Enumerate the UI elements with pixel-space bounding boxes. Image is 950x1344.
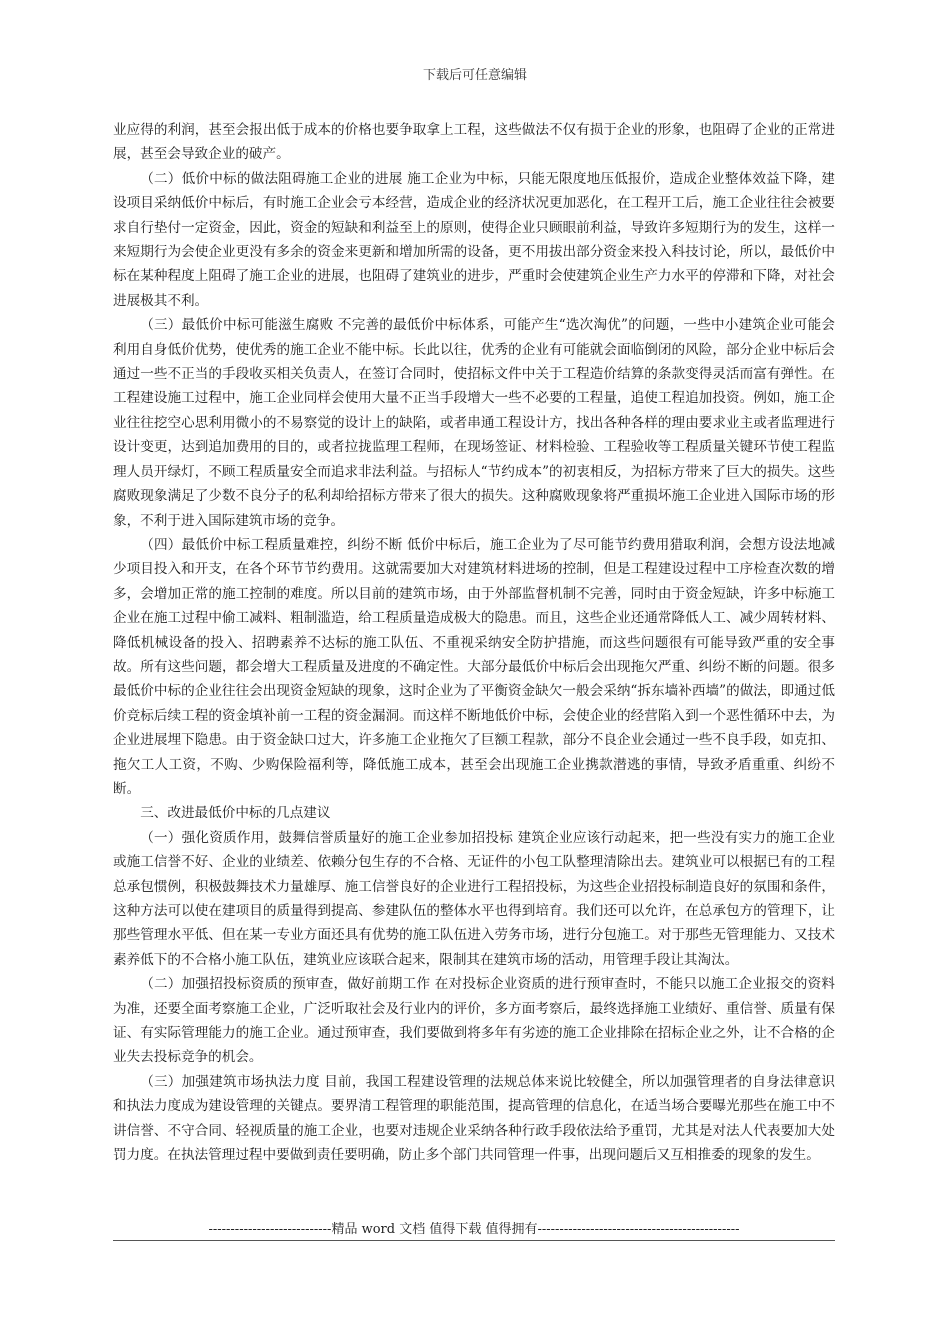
paragraph-continuation: 业应得的利润，甚至会报出低于成本的价格也要争取拿上工程，这些做法不仅有损于企业的形象，也阻碍了企业的正常进展，甚至会导致企业的破产。 (113, 122, 835, 163)
section-heading-3: 三、改进最低价中标的几点建议 (140, 805, 331, 822)
page-header: 下载后可任意编辑 (422, 68, 527, 83)
paragraph-section-3-1: （一）强化资质作用，鼓舞信誉质量好的施工企业参加招投标 建筑企业应该行动起来，把一些没有实力的施工企业或施工信誉不好、企业的业绩差、依赖分包生存的不合格、无证件的小包工队整理清除出去。建筑业可以根据已有的工程总承包惯例，积极鼓舞技术力量雄厚、施工信誉良好的企业进行工程招投标，为这些企业招投标制造良好的氛围和条件，这种方法可以使在建项目的质量得到提高、参建队伍的整体水平也得到培育。我们还可以允许，在总承包方的管理下，让那些管理水平低、但在某一专业方面还具有优势的施工队伍进入劳务市场，进行分包施工。对于那些无管理能力、又技术素养低下的不合格小施工队伍，建筑业应该联合起来，限制其在建筑市场的活动，用管理手段让其淘汰。 (113, 829, 835, 968)
paragraph-section-2-4: （四）最低价中标工程质量难控，纠纷不断 低价中标后，施工企业为了尽可能节约费用猎取利润，会想方设法地减少项目投入和开支，在各个环节节约费用。这就需要加大对建筑材料进场的控制，但是工程建设过程中工序检查次数的增多，会增加正常的施工控制的难度。所以目前的建筑市场，由于外部监督机制不完善，同时由于资金短缺，许多中标施工企业在施工过程中偷工减料、粗制滥造，给工程质量造成极大的隐患。而且，这些企业还通常降低人工、减少周转材料、降低机械设备的投入、招聘素养不达标的施工队伍、不重视采纳安全防护措施，而这些问题很有可能导致严重的安全事故。所有这些问题，都会增大工程质量及进度的不确定性。大部分最低价中标后会出现拖欠严重、纠纷不断的问题。很多最低价中标的企业往往会出现资金短缺的现象，这时企业为了平衡资金缺欠一般会采纳“拆东墙补西墙”的做法，即通过低价竞标后续工程的资金填补前一工程的资金漏洞。而这样不断地低价中标，会使企业的经营陷入到一个恶性循环中去，为企业进展埋下隐患。由于资金缺口过大，许多施工企业拖欠了巨额工程款，部分不良企业会通过一些不良手段，如克扣、拖欠工人工资，不购、少购保险福利等，降低施工成本，甚至会出现施工企业携款潜逃的事情，导致矛盾重重、纠纷不断。 (113, 536, 835, 797)
paragraph-section-3-2: （二）加强招投标资质的预审查，做好前期工作 在对投标企业资质的进行预审查时，不能只以施工企业报交的资料为准，还要全面考察施工企业，广泛听取社会及行业内的评价，多方面考察后，最终选择施工业绩好、重信誉、质量有保证、有实际管理能力的施工企业。通过预审查，我们要做到将多年有劣迹的施工企业排除在招标企业之外，让不合格的企业失去投标竞争的机会。 (113, 976, 835, 1066)
footer-divider (113, 1240, 835, 1241)
paragraph-section-3-3: （三）加强建筑市场执法力度 目前，我国工程建设管理的法规总体来说比较健全，所以加强管理者的自身法律意识和执法力度成为建设管理的关键点。要界清工程管理的职能范围，提高管理的信息化，在适当场合要曝光那些在施工中不讲信誉、不守合同、轻视质量的施工企业，也要对违规企业采纳各种行政手段依法给予重罚，尤其是对法人代表要加大处罚力度。在执法管理过程中要做到责任要明确，防止多个部门共同管理一件事，出现问题后又互相推委的现象的发生。 (113, 1073, 835, 1164)
page-footer: ----------------------------精品 word 文档 值得下载 值得拥有---------------------------------------------- (208, 1222, 740, 1237)
document-body (113, 118, 835, 1167)
paragraph-section-2-3: （三）最低价中标可能滋生腐败 不完善的最低价中标体系，可能产生“选次淘优”的问题，一些中小建筑企业可能会利用自身低价优势，使优秀的施工企业不能中标。长此以往，优秀的企业有可能就会面临倒闭的风险，部分企业中标后会通过一些不正当的手段收买相关负责人，在签订合同时，使招标文件中关于工程造价结算的条款变得灵活而富有弹性。在工程建设施工过程中，施工企业同样会使用大量不正当手段增大一些不必要的工程量，追使工程追加投资。例如，施工企业往往挖空心思利用微小的不易察觉的设计上的缺陷，或者串通工程设计方，找出各种各样的理由要求业主或者监理进行设计变更，达到追加费用的目的，或者拉拢监理工程师，在现场签证、材料检验、工程验收等工程质量关键环节使工程监理人员开绿灯，不顾工程质量安全而追求非法利益。与招标人“节约成本”的初衷相反，为招标方带来了巨大的损失。这些腐败现象满足了少数不良分子的私利却给招标方带来了很大的损失。这种腐败现象将严重损坏施工企业进入国际市场的形象，不利于进入国际建筑市场的竞争。 (113, 317, 835, 529)
paragraph-section-2-2: （二）低价中标的做法阻碍施工企业的进展 施工企业为中标，只能无限度地压低报价，造成企业整体效益下降，建设项目采纳低价中标后，有时施工企业会亏本经营，造成企业的经济状况更加恶化，在工程开工后，施工企业往往会被要求自行垫付一定资金，因此，资金的短缺和利益至上的原则，使得企业只顾眼前利益，导致许多短期行为的发生，这样一来短期行为会使企业更没有多余的资金来更新和增加所需的设备，更不用拔出部分资金来投入科技讨论，所以，最低价中标在某种程度上阻碍了施工企业的进展，也阻碍了建筑业的进步，严重时会使建筑企业生产力水平的停滞和下降，对社会进展极其不利。 (113, 170, 835, 309)
